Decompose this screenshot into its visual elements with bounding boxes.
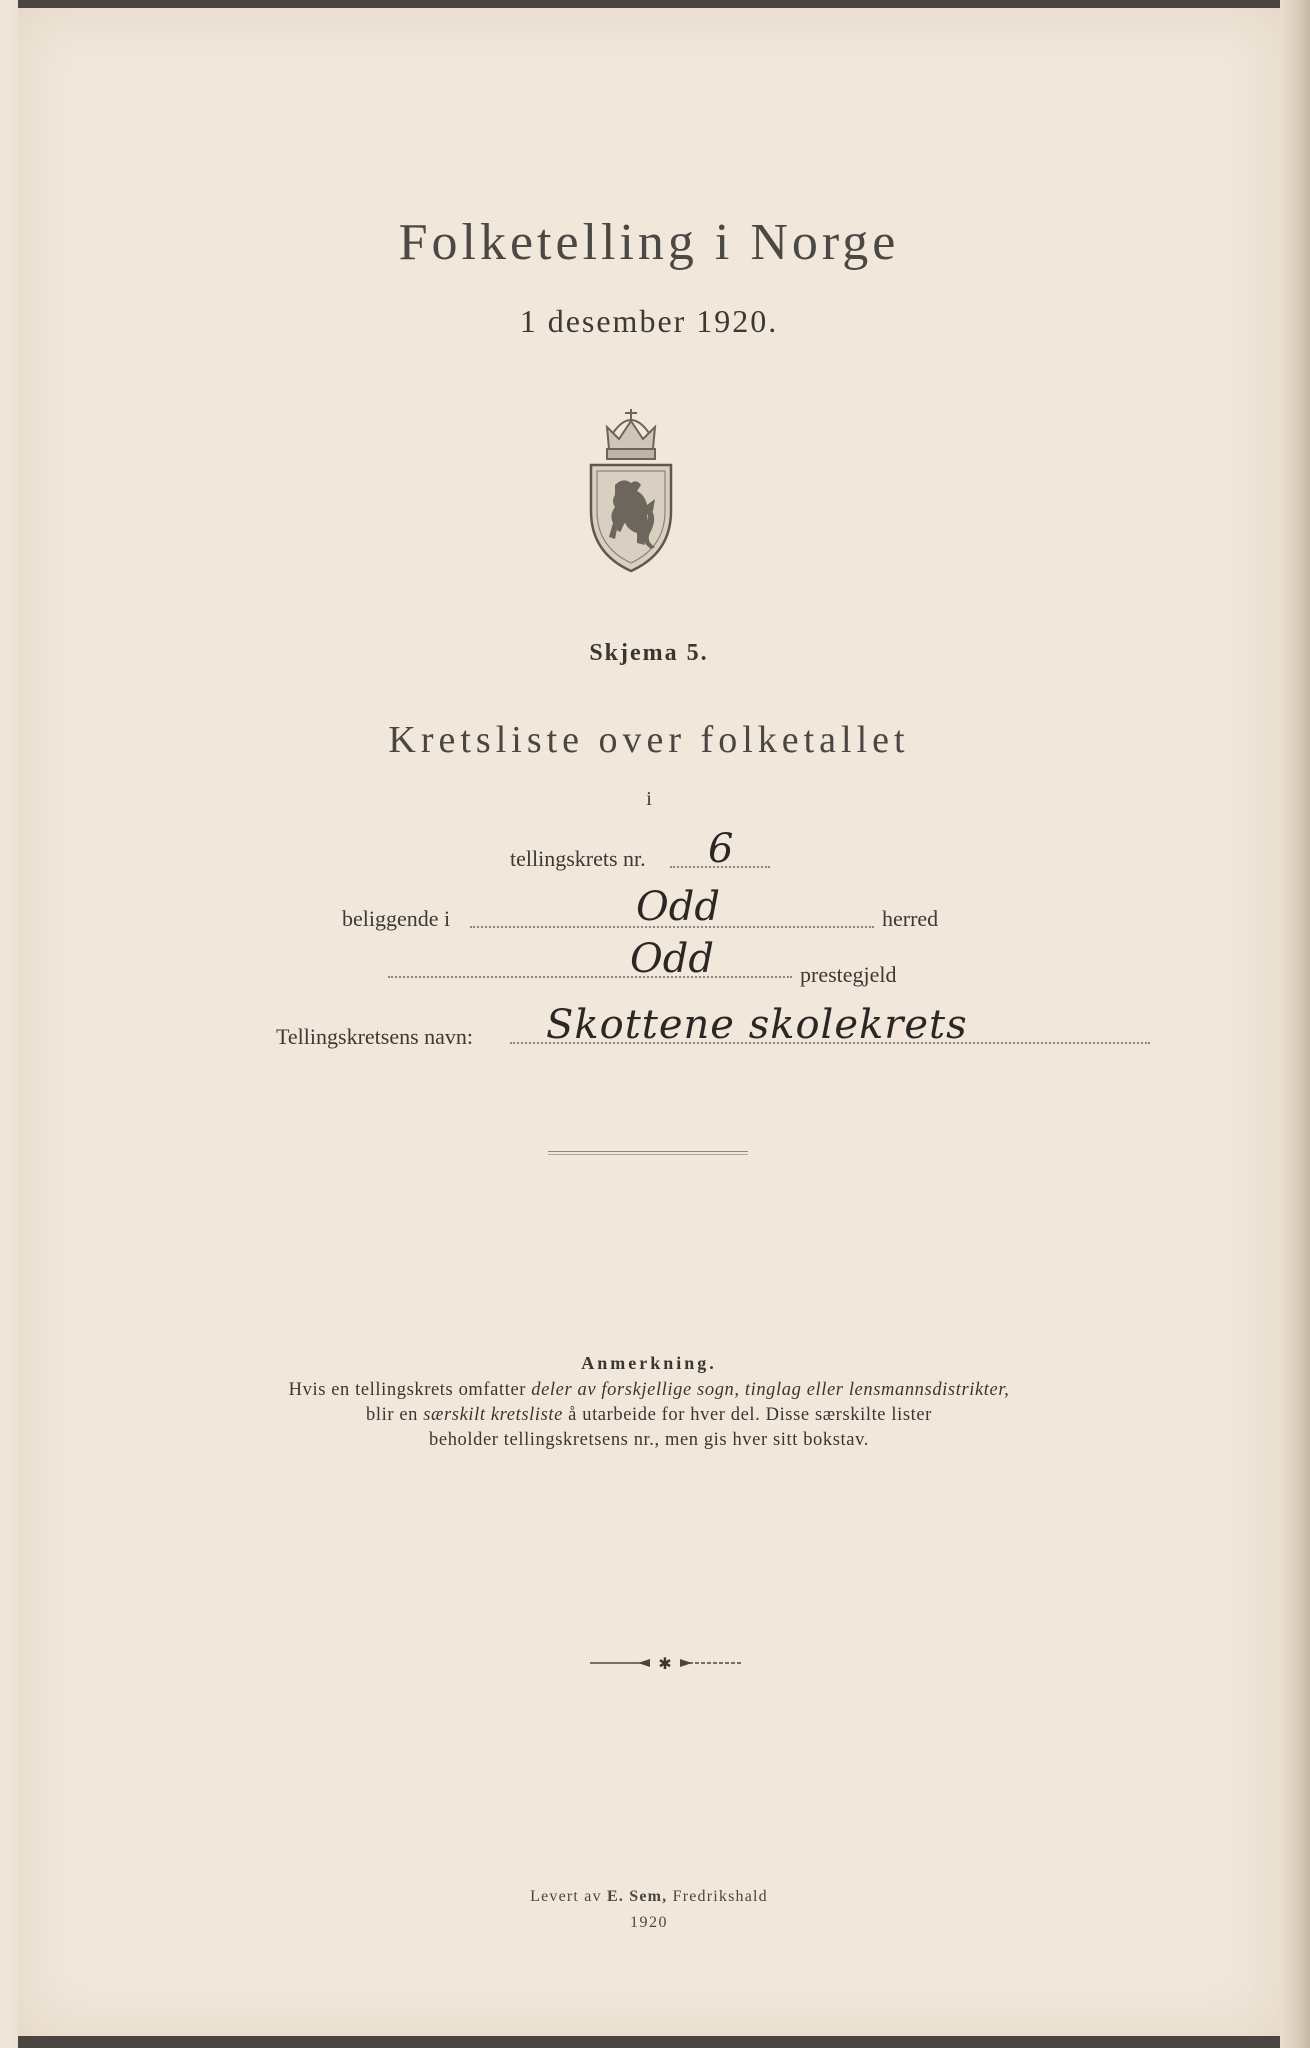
- document-title: Folketelling i Norge: [398, 214, 900, 271]
- document-date: 1 desember 1920.: [519, 303, 779, 339]
- note-line-1-emphasis: deler av forskjellige sogn, tinglag eller lensmannsdistrikter,: [531, 1380, 1010, 1400]
- census-form-page: [18, 8, 1280, 2036]
- printer-year: 1920: [630, 1914, 668, 1931]
- krets-name-label: Tellingskretsens navn:: [276, 1024, 474, 1049]
- note-line-2: [18, 1405, 1280, 1426]
- ornament-divider-icon: [588, 1653, 743, 1673]
- preposition-i: i: [646, 788, 652, 810]
- note-line-2-emphasis: særskilt kretsliste: [423, 1405, 563, 1425]
- note-title: Anmerkning.: [581, 1353, 717, 1373]
- printer-name: E. Sem,: [606, 1888, 668, 1905]
- krets-number-label: tellingskrets nr.: [510, 846, 646, 871]
- herred-label: herred: [882, 906, 939, 931]
- note-line-1: [18, 1380, 1280, 1401]
- coat-of-arms-icon: [585, 403, 677, 573]
- note-line-2-text-a: blir en: [366, 1405, 424, 1425]
- note-line-1-text: Hvis en tellingskrets omfatter: [288, 1380, 532, 1400]
- krets-number-value: 6: [708, 826, 734, 872]
- form-heading: Kretsliste over folketallet: [388, 719, 910, 761]
- note-line-2-text-b: å utarbeide for hver del. Disse særskilte lister: [562, 1405, 932, 1425]
- scan-left-margin: [0, 0, 18, 2048]
- section-divider: [548, 1151, 748, 1155]
- svg-text:✱: ✱: [658, 1654, 672, 1673]
- prestegjeld-label: prestegjeld: [800, 962, 897, 987]
- prestegjeld-value: Odd: [630, 936, 715, 982]
- note-line-3: beholder tellingskretsens nr., men gis hver sitt bokstav.: [429, 1430, 869, 1450]
- printer-credit: [18, 1888, 1280, 1906]
- printer-prefix: Levert av: [530, 1888, 607, 1905]
- krets-name-value: Skottene skolekrets: [546, 1002, 968, 1048]
- schema-number: Skjema 5.: [589, 640, 709, 666]
- prestegjeld-line: [388, 976, 792, 978]
- herred-value: Odd: [636, 884, 721, 930]
- page-edge-shadow: [1280, 0, 1310, 2048]
- printer-place: Fredrikshald: [667, 1888, 768, 1905]
- beliggende-label: beliggende i: [342, 906, 451, 931]
